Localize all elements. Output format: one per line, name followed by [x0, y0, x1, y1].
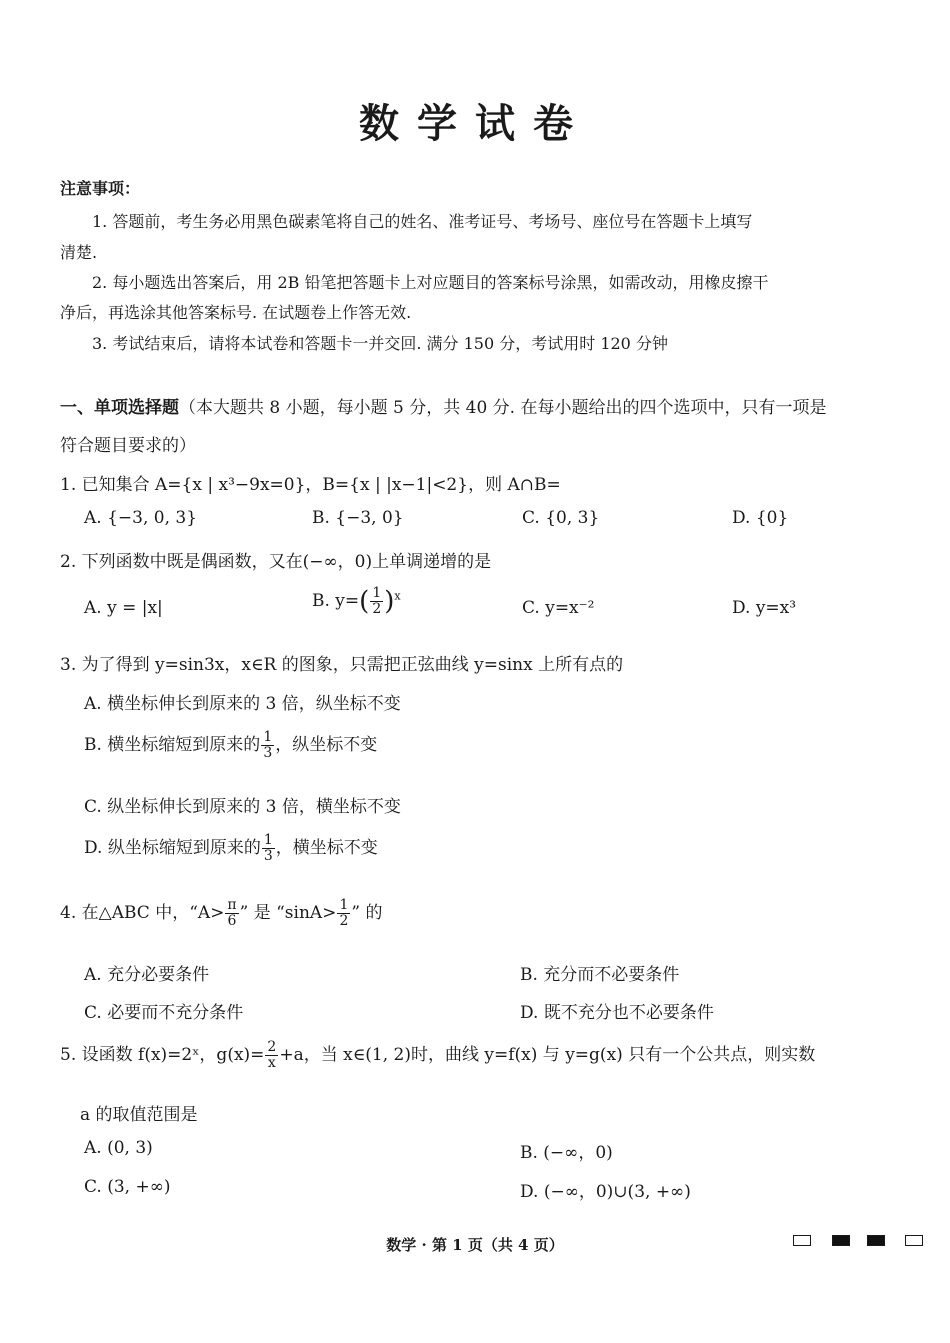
- notice-item-1-cont: 清楚.: [60, 243, 98, 262]
- q3-option-b-text: B. 横坐标缩短到原来的: [84, 735, 261, 755]
- q3-option-b-suffix: ，纵坐标不变: [275, 735, 378, 755]
- q3-d-frac-den: 3: [263, 848, 273, 864]
- q3-d-frac-num: 1: [263, 832, 273, 848]
- exam-title: 数学试卷: [359, 100, 591, 147]
- q5-frac-num: 2: [267, 1039, 277, 1055]
- page-footer: 数学 · 第 1 页（共 4 页）: [386, 1236, 564, 1254]
- notice-heading: 注意事项：: [60, 179, 141, 198]
- q2-option-c: C. y=x⁻²: [522, 598, 595, 618]
- q2-option-b: B. y=( $\frac{1}{2}$ )$^x$: [312, 585, 401, 617]
- q4-stem-suffix: ” 的: [351, 903, 383, 923]
- q3-stem: 3. 为了得到 y=sin3x，x∈R 的图象，只需把正弦曲线 y=sinx 上所有点的: [60, 655, 624, 675]
- q2-frac-num: 1: [372, 585, 382, 601]
- q3-option-b: [84, 730, 377, 761]
- q1-option-c: C. {0, 3}: [522, 508, 600, 528]
- q5-stem-cont: a 的取值范围是: [80, 1105, 198, 1125]
- q3-option-d-text: D. 纵坐标缩短到原来的: [84, 838, 261, 858]
- section-1-heading: 一、单项选择题: [60, 398, 179, 418]
- q4-stem: [60, 898, 382, 929]
- q5-option-a: A. (0, 3): [84, 1138, 153, 1158]
- section-1-desc-cont: 符合题目要求的）: [60, 436, 196, 456]
- q1-option-d: D. {0}: [732, 508, 789, 528]
- notice-item-3: 3. 考试结束后，请将本试卷和答题卡一并交回. 满分 150 分，考试用时 120 分钟: [92, 334, 668, 353]
- notice-item-2: 2. 每小题选出答案后，用 2B 铅笔把答题卡上对应题目的答案标号涂黑，如需改动，用橡皮擦干: [92, 273, 769, 292]
- q1-option-b: B. {−3, 0}: [312, 508, 404, 528]
- q3-option-d: [84, 833, 378, 864]
- q4-option-a: A. 充分必要条件: [84, 965, 210, 985]
- q4-stem-prefix: 4. 在△ABC 中，“A>: [60, 903, 225, 923]
- q4-option-d: D. 既不充分也不必要条件: [520, 1003, 714, 1023]
- q3-option-c: C. 纵坐标伸长到原来的 3 倍，横坐标不变: [84, 797, 401, 817]
- q5-frac-den: x: [267, 1055, 276, 1071]
- q5-stem-suffix: +a，当 x∈(1, 2)时，曲线 y=f(x) 与 y=g(x) 只有一个公共点，则实数: [279, 1045, 816, 1065]
- q2-option-a: A. y = |x|: [84, 598, 163, 618]
- q3-option-a: A. 横坐标伸长到原来的 3 倍，纵坐标不变: [84, 694, 401, 714]
- notice-item-1: 1. 答题前，考生务必用黑色碳素笔将自己的姓名、准考证号、考场号、座位号在答题卡上填写: [92, 212, 753, 231]
- q4-stem-mid: ” 是 “sinA>: [239, 903, 337, 923]
- section-1-line-1: [60, 393, 827, 418]
- q2-stem: 2. 下列函数中既是偶函数，又在(−∞，0)上单调递增的是: [60, 552, 492, 572]
- scan-marker-filled-2: [867, 1235, 885, 1246]
- q5-stem-prefix: 5. 设函数 f(x)=2ˣ，g(x)=: [60, 1045, 265, 1065]
- scan-marker-filled-1: [832, 1235, 850, 1246]
- q1-stem: 1. 已知集合 A={x | x³−9x=0}，B={x | |x−1|<2}，则 A∩B=: [60, 475, 561, 495]
- q2-option-b-label: B. y=: [312, 591, 360, 611]
- q4-frac-one: 1: [339, 897, 349, 913]
- q4-frac-two: 2: [339, 913, 349, 929]
- q4-option-b: B. 充分而不必要条件: [520, 965, 680, 985]
- q3-b-frac-den: 3: [263, 745, 273, 761]
- q5-option-b: B. (−∞，0): [520, 1143, 613, 1163]
- q2-frac-den: 2: [372, 601, 382, 617]
- scan-marker-empty-1: [793, 1235, 811, 1246]
- q1-option-a: A. {−3, 0, 3}: [84, 508, 198, 528]
- section-1-desc: （本大题共 8 小题，每小题 5 分，共 40 分. 在每小题给出的四个选项中，只有一项是: [179, 398, 827, 418]
- q5-option-d: D. (−∞，0)∪(3, +∞): [520, 1182, 691, 1202]
- q5-stem: [60, 1040, 815, 1071]
- q4-frac-pi: π: [227, 897, 237, 913]
- q2-exponent: x: [394, 589, 401, 603]
- q5-option-c: C. (3, +∞): [84, 1177, 171, 1197]
- q4-frac-six: 6: [227, 913, 237, 929]
- q4-option-c: C. 必要而不充分条件: [84, 1003, 244, 1023]
- notice-item-2-cont: 净后，再选涂其他答案标号. 在试题卷上作答无效.: [60, 303, 412, 322]
- q2-option-d: D. y=x³: [732, 598, 797, 618]
- scan-marker-empty-2: [905, 1235, 923, 1246]
- q3-b-frac-num: 1: [263, 729, 273, 745]
- q3-option-d-suffix: ，横坐标不变: [275, 838, 378, 858]
